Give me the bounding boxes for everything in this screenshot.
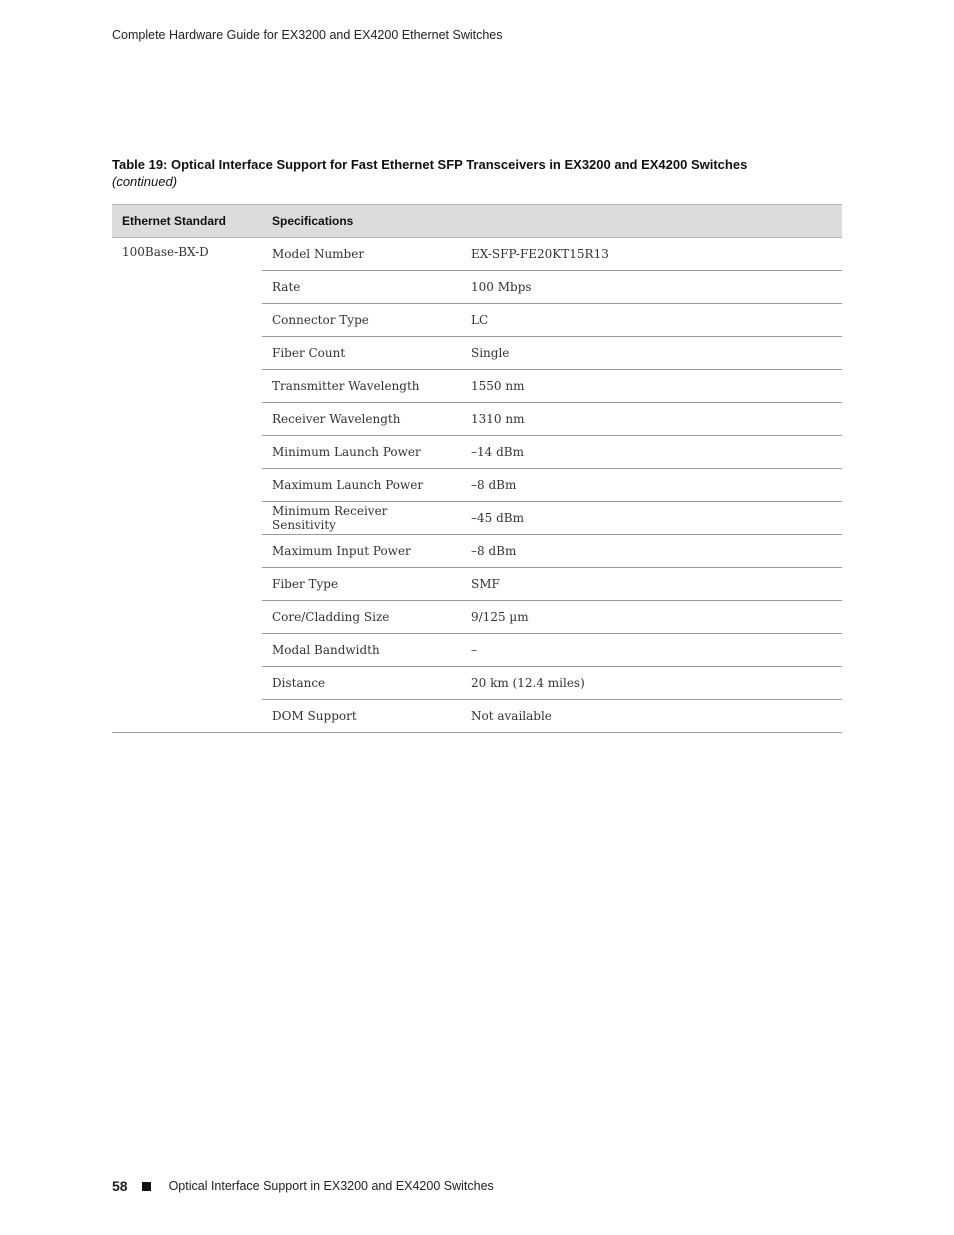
spec-value-cell: –8 dBm xyxy=(461,535,842,568)
spec-name-cell: Core/Cladding Size xyxy=(262,601,461,634)
spec-name-cell: Fiber Count xyxy=(262,337,461,370)
spec-value-cell: 20 km (12.4 miles) xyxy=(461,667,842,700)
footer-section-title: Optical Interface Support in EX3200 and EX4200 Switches xyxy=(168,1179,494,1193)
spec-value-cell: 1310 nm xyxy=(461,403,842,436)
page-number: 58 xyxy=(112,1178,128,1194)
table-caption-continued: (continued) xyxy=(112,174,178,189)
spec-name-cell: Rate xyxy=(262,271,461,304)
spec-name-cell: Minimum Receiver Sensitivity xyxy=(262,502,461,535)
spec-value-cell: – xyxy=(461,634,842,667)
table-caption xyxy=(112,156,812,190)
running-header: Complete Hardware Guide for EX3200 and EX4200 Ethernet Switches xyxy=(112,28,503,42)
spec-value-cell: Not available xyxy=(461,700,842,733)
spec-name-cell: Maximum Input Power xyxy=(262,535,461,568)
page-footer xyxy=(112,1178,494,1194)
spec-name-cell: Transmitter Wavelength xyxy=(262,370,461,403)
spec-value-cell: 1550 nm xyxy=(461,370,842,403)
spec-value-cell: EX-SFP-FE20KT15R13 xyxy=(461,238,842,271)
spec-name-cell: Modal Bandwidth xyxy=(262,634,461,667)
spec-name-cell: Maximum Launch Power xyxy=(262,469,461,502)
ethernet-standard-cell: 100Base-BX-D xyxy=(112,238,262,733)
table-header-row xyxy=(112,205,842,238)
spec-name-cell: DOM Support xyxy=(262,700,461,733)
spec-name-cell: Model Number xyxy=(262,238,461,271)
spec-name-cell: Receiver Wavelength xyxy=(262,403,461,436)
spec-value-cell: –8 dBm xyxy=(461,469,842,502)
spec-value-cell: SMF xyxy=(461,568,842,601)
spec-value-cell: 9/125 µm xyxy=(461,601,842,634)
spec-table xyxy=(112,204,842,733)
spec-name-cell: Connector Type xyxy=(262,304,461,337)
spec-name-cell: Minimum Launch Power xyxy=(262,436,461,469)
spec-value-cell: LC xyxy=(461,304,842,337)
table-body xyxy=(112,238,842,733)
spec-name-cell: Fiber Type xyxy=(262,568,461,601)
spec-value-cell: –45 dBm xyxy=(461,502,842,535)
square-bullet-icon xyxy=(142,1182,151,1191)
spec-value-cell: 100 Mbps xyxy=(461,271,842,304)
column-header-ethernet-standard: Ethernet Standard xyxy=(112,205,262,238)
table-row xyxy=(112,238,842,271)
column-header-specifications: Specifications xyxy=(262,205,842,238)
spec-value-cell: –14 dBm xyxy=(461,436,842,469)
spec-name-cell: Distance xyxy=(262,667,461,700)
spec-value-cell: Single xyxy=(461,337,842,370)
table-caption-title: Table 19: Optical Interface Support for Fast Ethernet SFP Transceivers in EX3200 and EX4200 Switches xyxy=(112,157,748,172)
